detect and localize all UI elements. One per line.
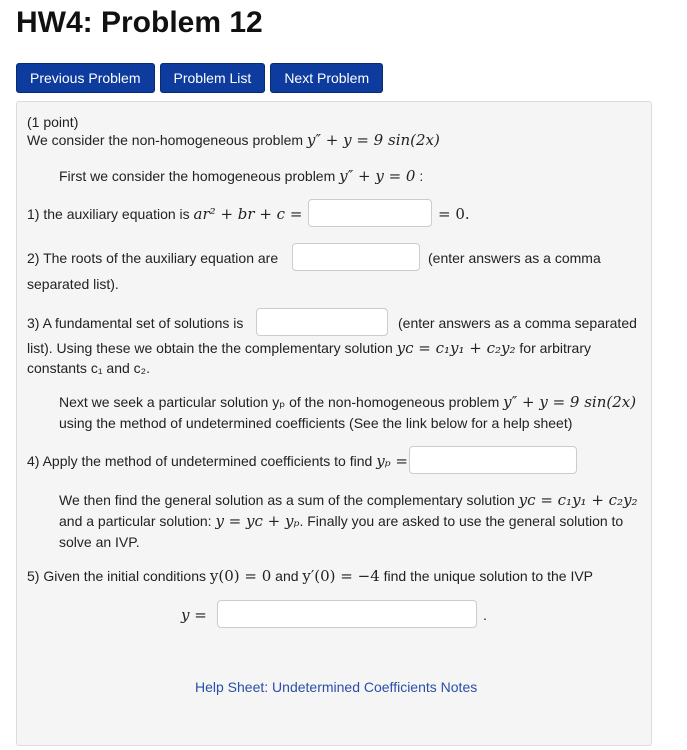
q1-text: 1) the auxiliary equation is [27,206,190,222]
homogeneous-text: First we consider the homogeneous problem [59,168,336,184]
previous-problem-button[interactable]: Previous Problem [16,63,155,93]
auxiliary-equation-input[interactable] [308,199,432,227]
q1-equation: ar² + br + c = [193,205,303,223]
ivp-solution-input[interactable] [217,600,477,628]
general-text-2: and a particular solution: [59,513,212,529]
help-sheet-link[interactable]: Help Sheet: Undetermined Coefficients Notes [195,679,478,695]
homogeneous-equation: y″ + y = 0 [339,167,416,185]
q3-constants: constants c₁ and c₂. [27,360,150,376]
problem-list-button[interactable]: Problem List [160,63,266,93]
q4-equation: yₚ = [376,452,408,470]
general-equation-2: y = yᴄ + yₚ [215,512,300,530]
general-line-3: solve an IVP. [59,534,140,550]
q4-line [27,451,408,471]
q5-line [27,566,593,586]
q5-and: and [275,568,299,584]
initial-condition-2: y′(0) = −4 [302,567,380,585]
q3-cont-text: list). Using these we obtain the the complementary solution [27,340,393,356]
q2-hint-cont: separated list). [27,276,119,292]
intro-text: We consider the non-homogeneous problem [27,132,304,148]
intro-equation: y″ + y = 9 sin(2x) [306,131,440,149]
q3-cont-line [27,338,591,358]
q3-text: 3) A fundamental set of solutions is [27,315,244,331]
ivp-label: y = [181,606,207,624]
general-text-2b: . Finally you are asked to use the general solution to [299,513,624,529]
q3-cont-end: for arbitrary [519,340,591,356]
page-title: HW4: Problem 12 [16,6,263,39]
q1-line [27,204,302,224]
particular-text: Next we seek a particular solution yₚ of the non-homogeneous problem [59,394,500,410]
q2-text: 2) The roots of the auxiliary equation are [27,250,279,266]
particular-equation: y″ + y = 9 sin(2x) [503,393,637,411]
ivp-period: . [483,607,487,623]
problem-panel [16,101,652,746]
next-problem-button[interactable]: Next Problem [270,63,383,93]
initial-condition-1: y(0) = 0 [209,567,272,585]
q5-suffix: find the unique solution to the IVP [383,568,594,584]
homogeneous-line: First we consider the homogeneous problem y″ + y = 0 : [59,167,424,185]
complementary-equation: yᴄ = c₁y₁ + c₂y₂ [396,339,516,357]
q4-text: 4) Apply the method of undetermined coefficients to find [27,453,373,469]
q1-suffix: = 0. [438,205,470,223]
general-text-1: We then find the general solution as a sum of the complementary solution [59,492,515,508]
q2-hint: (enter answers as a comma [428,250,601,266]
general-line-1 [59,490,638,510]
points-label: (1 point) [27,114,79,130]
general-line-2 [59,511,623,531]
particular-method-text: using the method of undetermined coefficients (See the link below for a help sheet) [59,415,573,431]
general-equation-1: yᴄ = c₁y₁ + c₂y₂ [518,491,638,509]
problem-nav [16,63,383,93]
particular-solution-input[interactable] [409,446,577,474]
q3-hint: (enter answers as a comma separated [398,315,637,331]
fundamental-set-input[interactable] [256,308,388,336]
roots-input[interactable] [292,243,420,271]
particular-line [59,392,636,412]
q5-text: 5) Given the initial conditions [27,568,206,584]
intro-line [27,130,440,150]
